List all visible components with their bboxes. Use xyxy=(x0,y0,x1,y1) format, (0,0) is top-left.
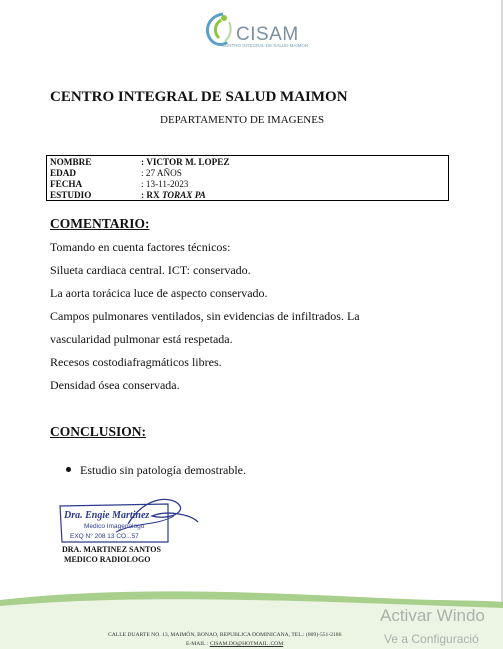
patient-date-row xyxy=(50,179,448,190)
activation-watermark-subtitle: Ve a Configuració xyxy=(384,632,479,646)
logo-subtitle: CENTRO INTEGRAL DE SALUD MAIMON xyxy=(222,43,309,48)
name-value: : VICTOR M. LOPEZ xyxy=(141,157,230,167)
name-label: NOMBRE xyxy=(50,157,92,167)
stamp-line-3: EXQ N° 208 13 CO...57 xyxy=(70,533,139,540)
study-value-prefix: : RX xyxy=(141,190,162,200)
patient-study-row xyxy=(50,190,448,201)
comment-line: vascularidad pulmonar está respetada. xyxy=(50,332,233,346)
patient-age-row xyxy=(50,168,448,179)
document-title: CENTRO INTEGRAL DE SALUD MAIMON xyxy=(50,89,348,105)
signer-role: MEDICO RADIOLOGO xyxy=(64,555,151,564)
study-value xyxy=(141,190,206,201)
study-value-em: TORAX PA xyxy=(161,190,206,200)
footer-address: CALLE DUARTE NO. 13, MAIMÓN, BONAO, REPUBLICA DOMINICANA, TEL.: (809)-551-2186 xyxy=(108,632,342,638)
age-label: EDAD xyxy=(50,168,77,178)
date-value: : 13-11-2023 xyxy=(141,179,189,189)
department-title: DEPARTAMENTO DE IMAGENES xyxy=(160,114,325,126)
bullet-icon xyxy=(66,467,71,472)
conclusion-item: Estudio sin patología demostrable. xyxy=(80,463,246,477)
signature-stamp xyxy=(56,492,206,547)
email-prefix: E-MAIL : xyxy=(186,641,210,647)
stamp-line-2: Medico Imagenologo xyxy=(84,523,145,530)
comment-line: Silueta cardiaca central. ICT: conservado. xyxy=(50,263,251,277)
date-label: FECHA xyxy=(50,179,83,189)
stamp-line-1: Dra. Engie Martinez xyxy=(64,510,150,521)
conclusion-heading: CONCLUSION: xyxy=(50,424,147,439)
signer-name: DRA. MARTINEZ SANTOS xyxy=(62,545,161,554)
activation-watermark-title: Activar Windo xyxy=(380,606,485,625)
study-label: ESTUDIO xyxy=(50,190,92,200)
age-value: : 27 AÑOS xyxy=(141,168,182,178)
patient-name-row xyxy=(50,157,448,168)
logo-text: CISAM xyxy=(236,24,299,45)
patient-info-box xyxy=(46,155,449,201)
comment-heading: COMENTARIO: xyxy=(50,216,150,231)
comment-line: Densidad ósea conservada. xyxy=(50,378,180,392)
comment-line: Recesos costodiafragmáticos libres. xyxy=(50,355,222,369)
footer-email xyxy=(186,641,283,647)
comment-line: La aorta torácica luce de aspecto conservado. xyxy=(50,286,268,300)
email-link[interactable]: CISAM.DO@HOTMAIL .COM xyxy=(209,641,284,647)
comment-line: Campos pulmonares ventilados, sin evidencias de infiltrados. La xyxy=(50,309,360,323)
comment-line: Tomando en cuenta factores técnicos: xyxy=(50,240,231,254)
